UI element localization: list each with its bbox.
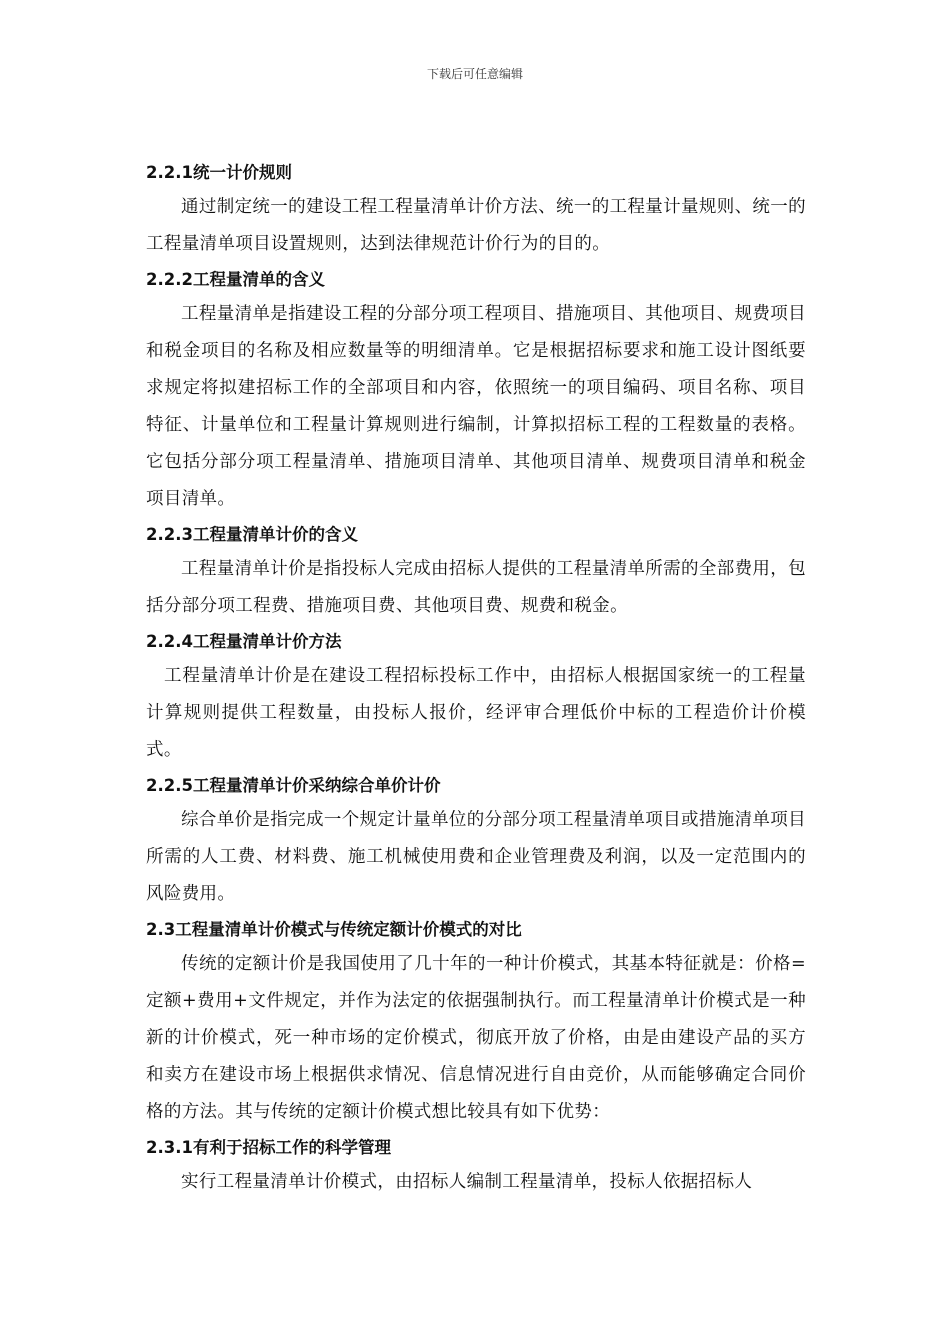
section-paragraph: 工程量清单计价是指投标人完成由招标人提供的工程量清单所需的全部费用，包括分部分项工程费、措施项目费、其他项目费、规费和税金。 (146, 559, 806, 616)
page-header: 下载后可任意编辑 (426, 67, 523, 81)
section-2-2-4 (146, 625, 806, 769)
section-2-3-1 (146, 1131, 806, 1201)
section-paragraph: 传统的定额计价是我国使用了几十年的一种计价模式，其基本特征就是：价格=定额+费用+文件规定，并作为法定的依据强制执行。而工程量清单计价模式是一种新的计价模式，死一种市场的定价模式，彻底开放了价格，由是由建设产品的买方和卖方在建设市场上根据供求情况、信息情况进行自由竞价，从而能够确定合同价格的方法。其与传统的定额计价模式想比较具有如下优势： (146, 954, 806, 1122)
section-paragraph: 综合单价是指完成一个规定计量单位的分部分项工程量清单项目或措施清单项目所需的人工费、材料费、施工机械使用费和企业管理费及利润，以及一定范围内的风险费用。 (146, 810, 806, 904)
section-heading: 2.2.2工程量清单的含义 (146, 270, 325, 289)
section-2-2-5 (146, 769, 806, 913)
section-paragraph: 通过制定统一的建设工程工程量清单计价方法、统一的工程量计量规则、统一的工程量清单项目设置规则，达到法律规范计价行为的目的。 (146, 197, 806, 254)
section-2-2-1 (146, 156, 806, 263)
section-heading: 2.2.3工程量清单计价的含义 (146, 525, 358, 544)
section-heading: 2.2.1统一计价规则 (146, 163, 292, 182)
section-heading: 2.3工程量清单计价模式与传统定额计价模式的对比 (146, 920, 522, 939)
section-2-2-3 (146, 518, 806, 625)
document-body (146, 156, 806, 1201)
section-2-3 (146, 913, 806, 1131)
section-heading: 2.2.5工程量清单计价采纳综合单价计价 (146, 776, 441, 795)
section-paragraph: 实行工程量清单计价模式，由招标人编制工程量清单，投标人依据招标人 (181, 1172, 753, 1192)
section-heading: 2.3.1有利于招标工作的科学管理 (146, 1138, 391, 1157)
section-paragraph: 工程量清单计价是在建设工程招标投标工作中，由招标人根据国家统一的工程量计算规则提供工程数量，由投标人报价，经评审合理低价中标的工程造价计价模式。 (146, 666, 806, 760)
section-heading: 2.2.4工程量清单计价方法 (146, 632, 342, 651)
section-2-2-2 (146, 263, 806, 518)
section-paragraph: 工程量清单是指建设工程的分部分项工程项目、措施项目、其他项目、规费项目和税金项目的名称及相应数量等的明细清单。它是根据招标要求和施工设计图纸要求规定将拟建招标工作的全部项目和内容，依照统一的项目编码、项目名称、项目特征、计量单位和工程量计算规则进行编制，计算拟招标工程的工程数量的表格。它包括分部分项工程量清单、措施项目清单、其他项目清单、规费项目清单和税金项目清单。 (146, 304, 806, 509)
